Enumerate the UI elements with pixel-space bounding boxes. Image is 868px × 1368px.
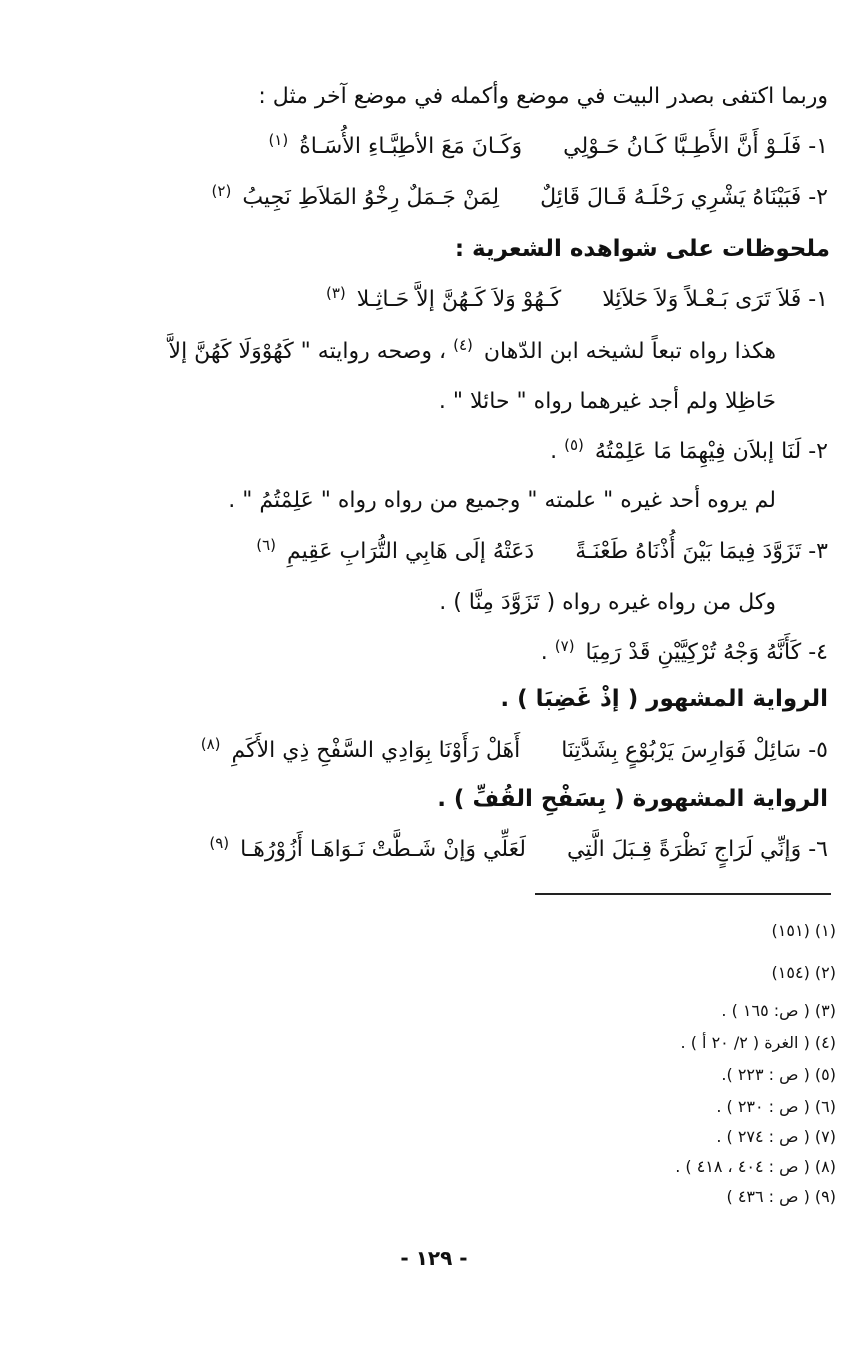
footnote: (٣) ( ص: ١٦٥ ) . xyxy=(721,1001,836,1020)
verse-tail: . xyxy=(550,439,558,464)
note-verse-4 xyxy=(541,637,828,666)
verse-second-hemistich: وَكَـانَ مَعَ الأطِبَّـاءِ الأُسَـاةُ xyxy=(299,134,523,159)
note-verse-1 xyxy=(326,284,828,313)
verse-tail: . xyxy=(540,640,548,665)
verse-first-hemistich: فَلاَ تَرَى بَـعْـلاً وَلاَ حَلاَئِلا xyxy=(602,287,802,312)
footnote-separator xyxy=(535,893,831,895)
footnote: (٦) ( ص : ٢٣٠ ) . xyxy=(716,1097,836,1116)
verse-first-hemistich: فَبَيْنَاهُ يَشْرِي رَحْلَـهُ قَـالَ قَائِلٌ xyxy=(540,185,802,210)
footnote-ref: (٤) xyxy=(453,336,473,354)
verse-text: لَنَا إبلاَن فِيْهِمَا مَا عَلِمْتُهُ xyxy=(594,439,802,464)
verse-number: ٥- xyxy=(808,738,828,763)
page-number: - ١٢٩ - xyxy=(400,1246,468,1270)
verse-first-hemistich: فَلَـوْ أَنَّ الأَطِـبَّا كَـانُ حَـوْلِي xyxy=(563,134,802,159)
note-commentary xyxy=(169,336,776,365)
footnote: (٧) ( ص : ٢٧٤ ) . xyxy=(716,1127,836,1146)
verse-second-hemistich: دَعَتْهُ إلَى هَابِي التُّرَابِ عَقِيمِ xyxy=(287,539,535,564)
verse-text: كَأَنَّهُ وَجْهُ تُرْكِيَّيْنِ قَدْ رَمِيَا xyxy=(585,640,802,665)
section-heading: ملحوظات على شواهده الشعرية : xyxy=(454,236,830,262)
verse-second-hemistich: لِمَنْ جَـمَلٌ رِخْوُ المَلاَطِ نَجِيبُ xyxy=(242,185,500,210)
narration-heading: الرواية المشهورة ( بِسَفْحِ القُفِّ ) . xyxy=(437,786,828,812)
verse-number: ٤- xyxy=(808,640,828,665)
verse-first-hemistich: سَائِلْ فَوَارِسَ يَرْبُوْعٍ بِشَدَّتِنَا xyxy=(561,738,802,763)
note-verse-6 xyxy=(209,834,828,863)
footnote: (٩) ( ص : ٤٣٦ ) xyxy=(726,1187,836,1206)
verse-number: ٢- xyxy=(808,439,828,464)
note-commentary: حَاظِلا ولم أجد غيرهما رواه " حائلا " . xyxy=(438,389,776,414)
footnote-ref: (٥) xyxy=(564,436,584,454)
verse-second-hemistich: أَهَلْ رَأَوْنَا بِوَادِي السَّفْحِ ذِي الأَكَمِ xyxy=(231,738,521,763)
verse-number: ١- xyxy=(808,287,828,312)
verse-first-hemistich: وَإنِّي لَرَاجٍ نَظْرَةً قِـبَلَ الَّتِي xyxy=(567,837,802,862)
footnote: (٢) (١٥٤) xyxy=(771,963,836,982)
footnote: (٤) ( الغرة ( ٢/ ٢٠ أ ) . xyxy=(680,1033,836,1052)
footnote-ref: (٣) xyxy=(325,284,346,302)
commentary-text: ، وصحه روايته " كَهُوْوَلَا كَهُنَّ إلاَّ xyxy=(168,339,447,364)
note-verse-5 xyxy=(201,735,828,764)
footnote-ref: (٨) xyxy=(200,735,221,753)
note-commentary: لم يروه أحد غيره " علمته " وجميع من رواه رواه " عَلِمْتُمُ " . xyxy=(228,488,776,513)
footnote-ref: (٦) xyxy=(256,536,276,554)
footnote: (١) (١٥١) xyxy=(771,921,836,940)
footnote-ref: (٩) xyxy=(209,834,230,852)
narration-heading: الرواية المشهور ( إذْ غَضِبَا ) . xyxy=(500,686,828,712)
verse-2 xyxy=(212,182,828,211)
verse-1 xyxy=(268,131,828,160)
note-verse-3 xyxy=(256,536,828,565)
note-commentary: وكل من رواه غيره رواه ( تَزَوَّدَ مِنَّا ) . xyxy=(439,590,776,615)
note-verse-2 xyxy=(550,436,828,465)
verse-number: ٣- xyxy=(808,539,828,564)
verse-number: ١- xyxy=(808,134,828,159)
footnote-ref: (١) xyxy=(268,131,289,149)
verse-first-hemistich: تَزَوَّدَ فِيمَا بَيْنَ أُذْنَاهُ طَعْنَـةً xyxy=(575,539,802,564)
commentary-text: هكذا رواه تبعاً لشيخه ابن الدّهان xyxy=(483,339,776,364)
footnote: (٥) ( ص : ٢٢٣ ). xyxy=(721,1065,836,1084)
intro-text: وربما اكتفى بصدر البيت في موضع وأكمله في موضع آخر مثل : xyxy=(258,84,828,109)
footnote-ref: (٧) xyxy=(554,637,575,655)
verse-second-hemistich: لَعَلِّي وَإنْ شَـطَّتْ نَـوَاهَـا أَزُوْرُهَـا xyxy=(240,837,526,862)
verse-second-hemistich: كَـهُوْ وَلاَ كَـهُنَّ إلاَّ حَـاثِـلا xyxy=(356,287,562,312)
verse-number: ٦- xyxy=(808,837,828,862)
footnote: (٨) ( ص : ٤٠٤ ، ٤١٨ ) . xyxy=(675,1157,836,1176)
verse-number: ٢- xyxy=(808,185,828,210)
footnote-ref: (٢) xyxy=(211,182,232,200)
